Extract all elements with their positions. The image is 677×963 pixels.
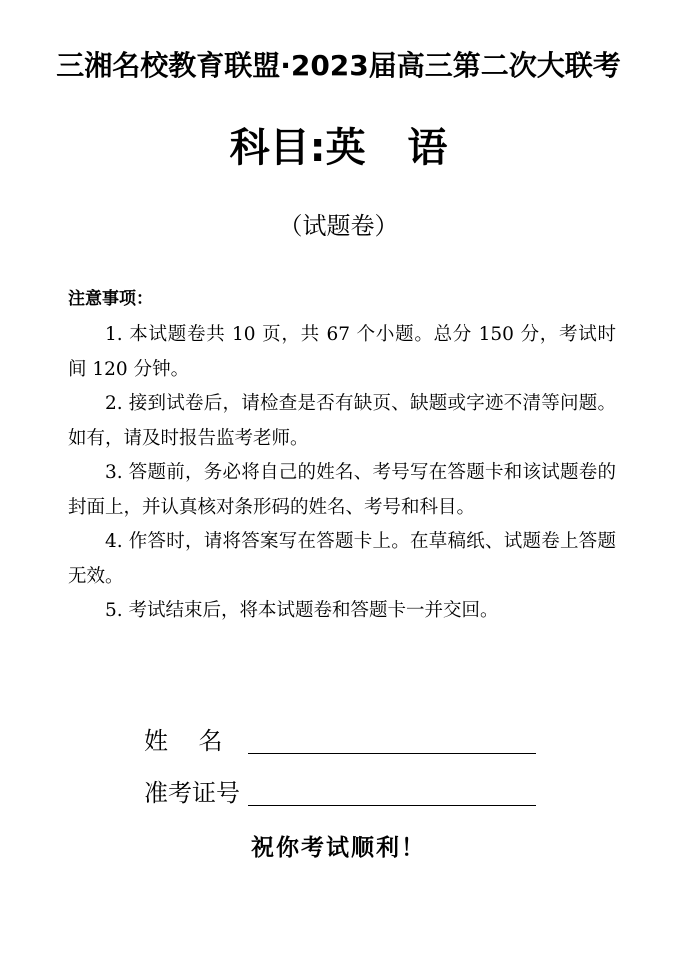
notice-heading: 注意事项：	[68, 289, 153, 309]
name-label: 姓 名	[144, 727, 223, 755]
notice-item: 2. 接到试卷后，请检查是否有缺页、缺题或字迹不清等问题。如有，请及时报告监考老师。	[68, 393, 616, 449]
good-luck-message: 祝你考试顺利！	[251, 835, 426, 861]
candidate-info-fields	[144, 704, 536, 808]
exam-number-label: 准考证号	[144, 779, 240, 807]
notice-section	[68, 284, 616, 629]
notice-item: 5. 考试结束后，将本试题卷和答题卡一并交回。	[105, 600, 499, 621]
paper-type-label: （试题卷）	[278, 212, 399, 240]
name-blank-line	[248, 753, 536, 754]
exam-number-blank-line	[248, 805, 536, 806]
notice-item: 1. 本试题卷共 10 页，共 67 个小题。总分 150 分，考试时间 120 分钟。	[68, 324, 616, 380]
notice-item: 3. 答题前，务必将自己的姓名、考号写在答题卡和该试题卷的封面上，并认真核对条形码的姓名、考号和科目。	[68, 462, 616, 518]
notice-item: 4. 作答时，请将答案写在答题卡上。在草稿纸、试题卷上答题无效。	[68, 531, 616, 587]
exam-number-field-row	[144, 756, 536, 808]
exam-title: 三湘名校教育联盟·2023届高三第二次大联考	[56, 49, 621, 82]
subject-heading: 科目:英 语	[229, 125, 448, 171]
name-field-row	[144, 704, 536, 756]
